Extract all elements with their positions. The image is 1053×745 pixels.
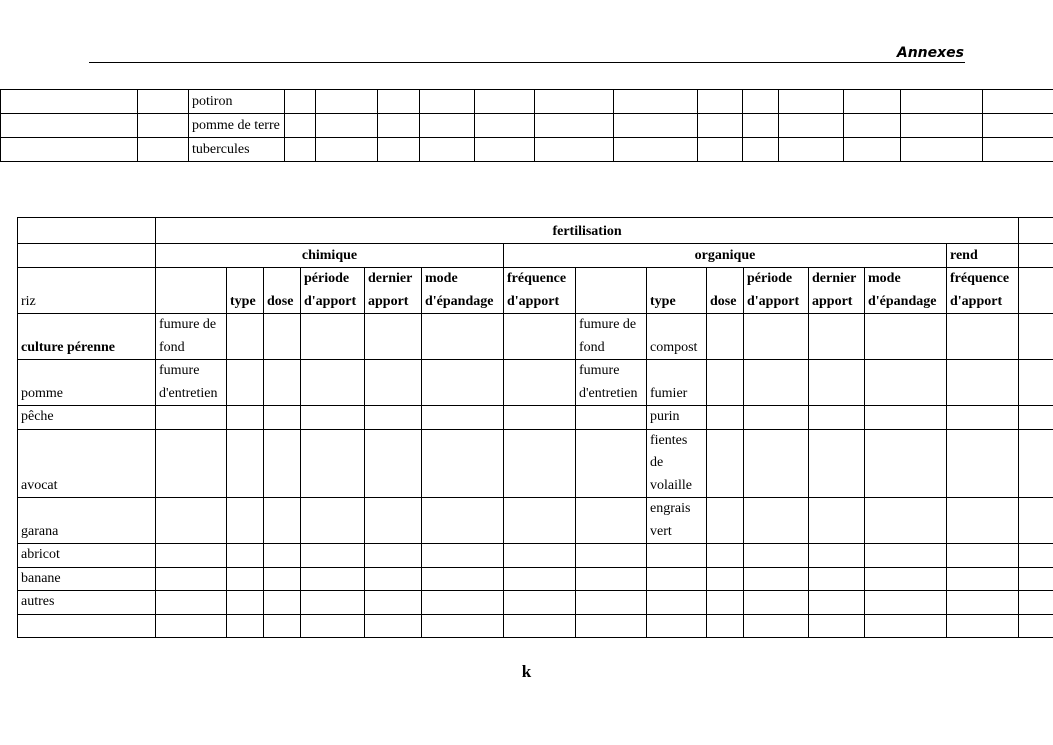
crop-cell: pomme de terre: [189, 114, 285, 138]
org-fumure-cell: fumure d'entretien: [576, 360, 647, 406]
header-title: Annexes: [896, 45, 964, 61]
org-type-cell: engrais vert: [647, 498, 707, 544]
crop-cell: autres: [18, 591, 156, 615]
fertilisation-table: [17, 217, 1053, 638]
org-type-cell: compost: [647, 314, 707, 360]
table-row: [1, 114, 1053, 138]
org-type-cell: fumier: [647, 360, 707, 406]
table-row: [18, 360, 1053, 406]
crop-cell: potiron: [189, 90, 285, 114]
col-type: type: [227, 268, 264, 314]
org-type-cell: fientes de volaille: [647, 429, 707, 498]
col-periode: période d'apport: [301, 268, 365, 314]
table-row: [18, 567, 1053, 591]
col-frequence: fréquence d'apport: [504, 268, 576, 314]
table-row: [1, 138, 1053, 162]
group-chimique: chimique: [156, 244, 504, 268]
col-mode: mode d'épandage: [865, 268, 947, 314]
table-row: [18, 406, 1053, 430]
table-row: [18, 429, 1053, 498]
col-dernier: dernier apport: [365, 268, 422, 314]
header-rule: [89, 62, 965, 63]
chem-fumure-cell: fumure d'entretien: [156, 360, 227, 406]
col-type: type: [647, 268, 707, 314]
crop-cell: culture pérenne: [18, 314, 156, 360]
crop-cell: banane: [18, 567, 156, 591]
chem-fumure-cell: fumure de fond: [156, 314, 227, 360]
group-row: [18, 244, 1053, 268]
crop-cell: pêche: [18, 406, 156, 430]
table-row: [18, 498, 1053, 544]
table-row: [18, 544, 1053, 568]
col-dose: dose: [707, 268, 744, 314]
table-row: [18, 614, 1053, 637]
org-fumure-cell: fumure de fond: [576, 314, 647, 360]
col-periode: période d'apport: [744, 268, 809, 314]
col-riz: riz: [18, 268, 156, 314]
org-type-cell: purin: [647, 406, 707, 430]
title-row: [18, 218, 1053, 244]
top-table: [0, 89, 1053, 162]
crop-cell: tubercules: [189, 138, 285, 162]
col-dose: dose: [264, 268, 301, 314]
table-title: fertilisation: [156, 218, 1019, 244]
column-header-row: [18, 268, 1053, 314]
crop-cell: garana: [18, 498, 156, 544]
col-mode: mode d'épandage: [422, 268, 504, 314]
crop-cell: pomme: [18, 360, 156, 406]
crop-cell: abricot: [18, 544, 156, 568]
table-row: [18, 591, 1053, 615]
footer-mark: k: [521, 662, 532, 681]
table-row: [1, 90, 1053, 114]
col-dernier: dernier apport: [809, 268, 865, 314]
group-rend: rend: [947, 244, 1019, 268]
col-frequence: fréquence d'apport: [947, 268, 1019, 314]
group-organique: organique: [504, 244, 947, 268]
crop-cell: avocat: [18, 429, 156, 498]
table-row: [18, 314, 1053, 360]
